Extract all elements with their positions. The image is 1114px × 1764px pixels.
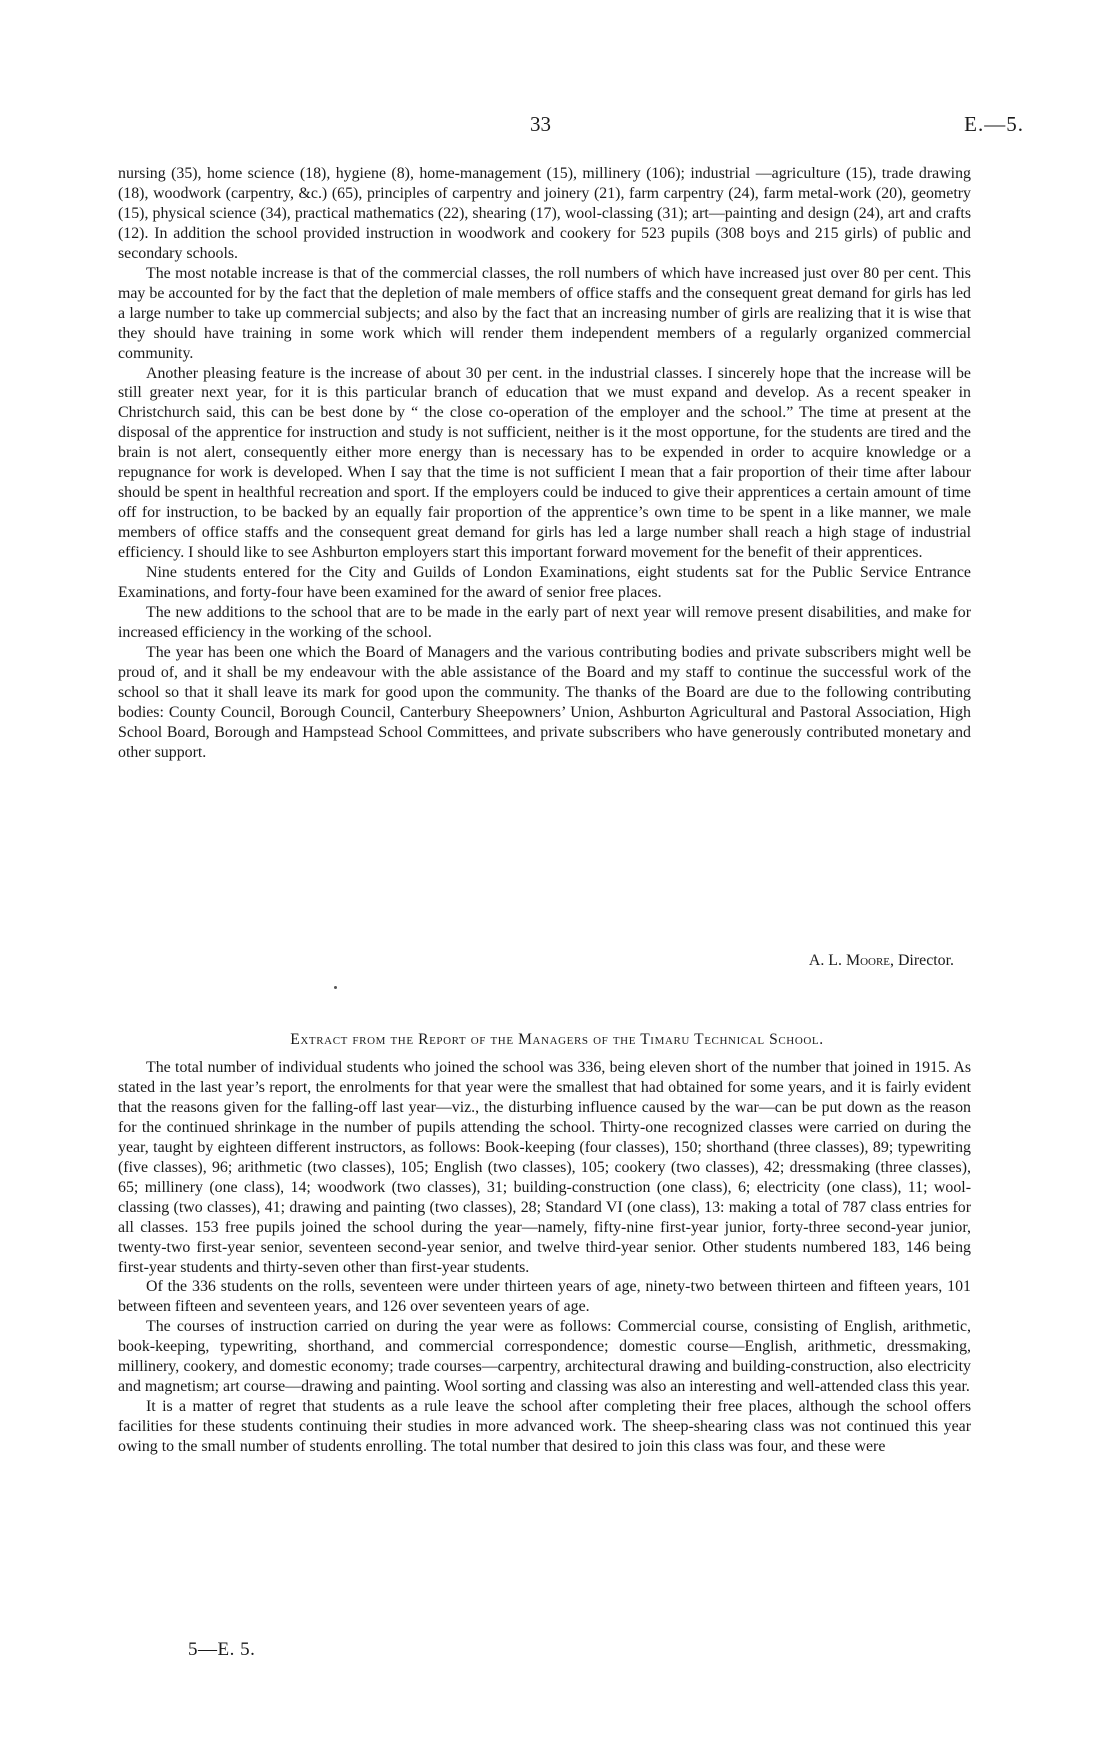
paragraph: It is a matter of regret that students as a rule leave the school after completing their free places, although the school offers facilities for these students continuing their studies in more advanced work. The sheep-shearing class was not continued this year owing to the small number of students enrolling. The total number that desired to join this class was four, and these were [118, 1398, 971, 1456]
paragraph: The courses of instruction carried on during the year were as follows: Commercial course, consisting of English, arithmetic, book-keeping, typewriting, shorthand, and commercial correspondence; domestic course—English, arithmetic, dressmaking, millinery, cookery, and domestic economy; trade courses—carpentry, architectural drawing and building-construction, also electricity and magnetism; art course—drawing and painting. Wool sorting and classing was also an interesting and well-attended class this year. [118, 1318, 971, 1396]
director-signature [809, 952, 954, 970]
paragraph: Another pleasing feature is the increase of about 30 per cent. in the industrial classes. I sincerely hope that the increase will be still greater next year, for it is this particular branch of education that we must expand and develop. As a recent speaker in Christchurch said, this can be best done by “ the close co-operation of the employer and the school.” The time at present at the disposal of the apprentice for instruction and study is not sufficient, neither is it the most opportune, for the students are tired and the brain is not alert, consequently either more energy than is necessary has to be expended in order to acquire knowledge or a repugnance for work is developed. When I say that the time is not sufficient I mean that a fair proportion of their time after labour should be spent in healthful recreation and sport. If the employers could be induced to give their apprentices a certain amount of time off for instruction, to be backed by an equally fair proportion of the apprentice’s own time to be spent in a like manner, we male members of office staffs and the consequent great demand for girls has led a large number shall reach a high stage of industrial efficiency. I should like to see Ashburton employers start this important forward movement for the benefit of their apprentices. [118, 364, 971, 562]
signature-name: Moore [845, 952, 891, 969]
report-code: E.—5. [964, 112, 1024, 136]
paragraph: The total number of individual students who joined the school was 336, being eleven short of the number that joined in 1915. As stated in the last year’s report, the enrolments for that year were the smallest that had obtained for some years, and it is fairly evident that the reasons given for the falling-off last year—viz., the disturbing influence caused by the war—can be put down as the reason for the continued shrinkage in the number of pupils attending the school. Thirty-one recognized classes were carried on during the year, taught by eighteen different instructors, as follows: Book-keeping (four classes), 150; shorthand (three classes), 89; typewriting (five classes), 96; arithmetic (two classes), 105; English (two classes), 105; cookery (two classes), 42; dressmaking (three classes), 65; millinery (one class), 14; woodwork (two classes), 31; building-construction (one class), 6; electricity (one class), 11; wool-classing (two classes), 41; drawing and painting (two classes), 28; Standard VI (one class), 13: making a total of 787 class entries for all classes. 153 free pupils joined the school during the year—namely, fifty-nine first-year junior, forty-three second-year junior, twenty-two first-year senior, seventeen second-year senior, and twelve third-year senior. Other students numbered 183, 146 being first-year students and thirty-seven other than first-year students. [118, 1059, 971, 1276]
paragraph: nursing (35), home science (18), hygiene (8), home-management (15), millinery (106); industrial —agriculture (15), trade drawing (18), woodwork (carpentry, &c.) (65), principles of carpentry and joinery (21), farm carpentry (24), farm metal-work (20), geometry (15), physical science (34), practical mathematics (22), shearing (17), wool-classing (31); art—painting and design (24), art and crafts (12). In addition the school provided instruction in woodwork and cookery for 523 pupils (308 boys and 215 girls) of public and secondary schools. [118, 165, 971, 262]
page-number: 33 [530, 112, 551, 136]
signature-title: , Director. [890, 952, 954, 969]
ashburton-report-text [118, 164, 971, 763]
printer-signature-mark: 5—E. 5. [188, 1639, 256, 1660]
paragraph: The year has been one which the Board of Managers and the various contributing bodies and private subscribers might well be proud of, and it shall be my endeavour with the able assistance of the Board and my staff to continue the successful work of the school so that it shall leave its mark for good upon the community. The thanks of the Board are due to the following contributing bodies: County Council, Borough Council, Canterbury Sheepowners’ Union, Ashburton Agricultural and Pastoral Association, High School Board, Borough and Hampstead School Committees, and private subscribers who have generously contributed monetary and other support. [118, 643, 971, 761]
section-heading: Extract from the Report of the Managers of the Timaru Technical School. [290, 1031, 824, 1048]
stray-mark [334, 986, 337, 989]
paragraph: Of the 336 students on the rolls, seventeen were under thirteen years of age, ninety-two between thirteen and fifteen years, 101 between fifteen and seventeen years, and 126 over seventeen years of age. [118, 1278, 971, 1316]
paragraph: Nine students entered for the City and Guilds of London Examinations, eight students sat for the Public Service Entrance Examinations, and forty-four have been examined for the award of senior free places. [118, 564, 971, 602]
timaru-report-text [118, 1058, 971, 1457]
paragraph: The most notable increase is that of the commercial classes, the roll numbers of which have increased just over 80 per cent. This may be accounted for by the fact that the depletion of male members of office staffs and the consequent great demand for girls has led a large number to take up commercial subjects; and also by the fact that an increasing number of girls are realizing that it is wise that they should have training in some work which will render them independent members of a regularly organized commercial community. [118, 264, 971, 362]
signature-initials: A. L. [808, 952, 846, 969]
paragraph: The new additions to the school that are to be made in the early part of next year will remove present disabilities, and make for increased efficiency in the working of the school. [118, 603, 971, 641]
